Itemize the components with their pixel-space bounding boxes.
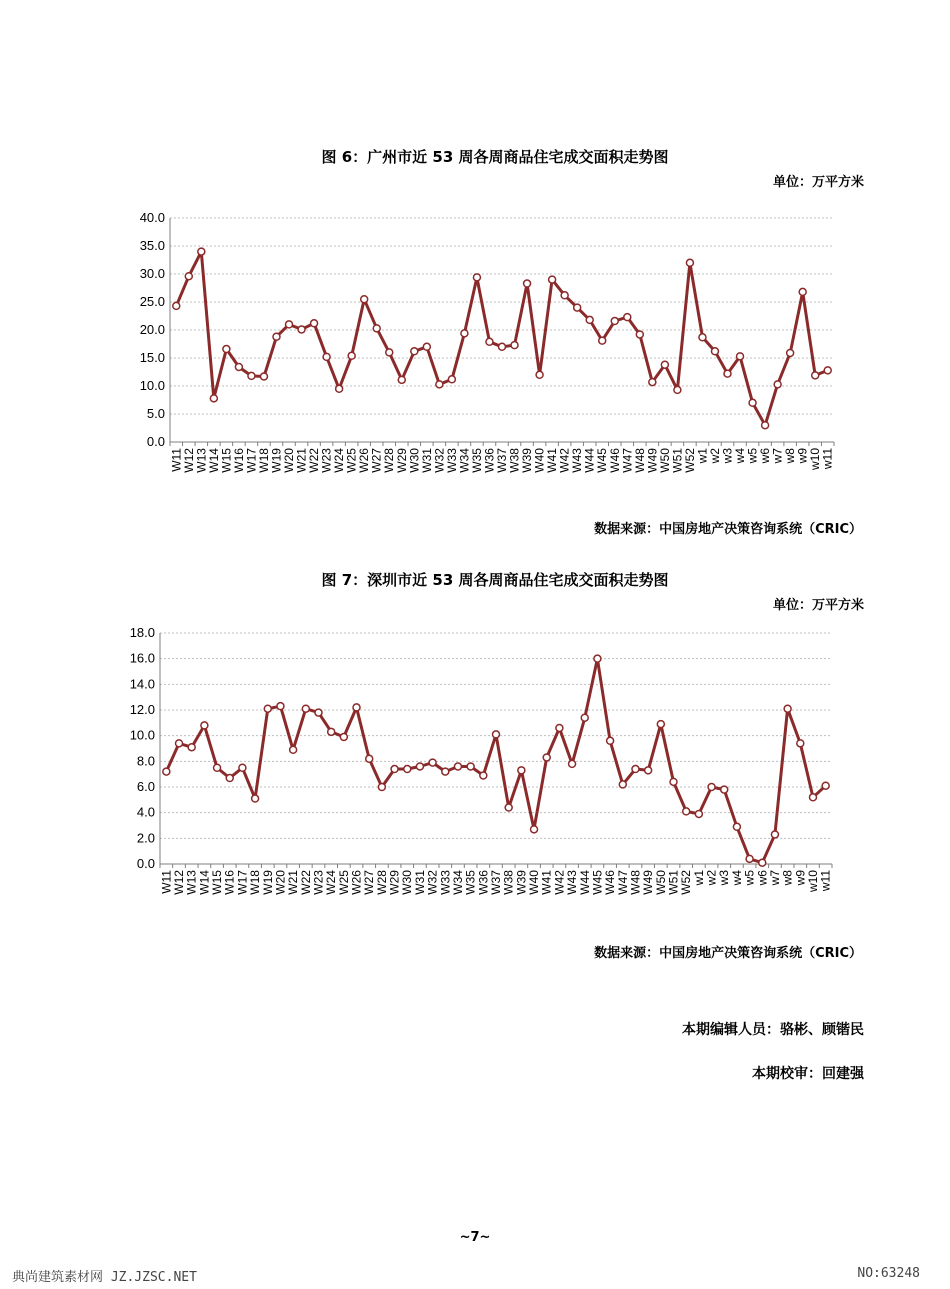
x-tick-label: W48 bbox=[632, 448, 647, 473]
y-tick-label: 16.0 bbox=[129, 650, 155, 666]
data-point bbox=[812, 372, 819, 379]
x-tick-label: w3 bbox=[717, 870, 732, 886]
data-point bbox=[695, 810, 702, 817]
x-tick-label: W43 bbox=[570, 448, 585, 473]
x-tick-label: w11 bbox=[820, 448, 835, 470]
data-point bbox=[787, 349, 794, 356]
x-tick-label: W43 bbox=[565, 870, 580, 895]
data-point bbox=[674, 386, 681, 393]
x-tick-label: W37 bbox=[489, 870, 503, 895]
y-tick-label: 15.0 bbox=[139, 350, 165, 365]
data-point bbox=[536, 371, 543, 378]
data-point bbox=[683, 808, 690, 815]
data-point bbox=[657, 721, 664, 728]
x-tick-label: w5 bbox=[745, 448, 760, 464]
y-tick-label: 40.0 bbox=[139, 210, 165, 225]
y-tick-label: 10.0 bbox=[129, 727, 155, 743]
data-point bbox=[226, 775, 233, 782]
data-point bbox=[467, 763, 474, 770]
data-point bbox=[699, 334, 706, 341]
chart-7-source: 数据来源：中国房地产决策咨询系统（CRIC） bbox=[594, 946, 862, 961]
x-tick-label: W50 bbox=[653, 870, 668, 895]
data-point bbox=[524, 280, 531, 287]
x-tick-label: W33 bbox=[438, 870, 453, 895]
data-point bbox=[799, 288, 806, 295]
data-point bbox=[185, 273, 192, 280]
x-tick-label: W44 bbox=[582, 448, 597, 473]
data-point bbox=[173, 302, 180, 309]
data-point bbox=[423, 343, 430, 350]
x-tick-label: W52 bbox=[679, 870, 694, 895]
x-tick-label: W38 bbox=[501, 870, 516, 895]
data-point bbox=[531, 826, 538, 833]
x-tick-label: W42 bbox=[552, 870, 567, 895]
y-tick-label: 6.0 bbox=[136, 779, 155, 794]
x-tick-label: W22 bbox=[307, 448, 322, 473]
x-tick-label: W22 bbox=[298, 870, 313, 895]
data-point bbox=[645, 767, 652, 774]
series-line bbox=[166, 659, 825, 863]
data-point bbox=[264, 705, 271, 712]
x-tick-label: W41 bbox=[545, 448, 560, 473]
data-point bbox=[708, 784, 715, 791]
x-tick-label: W14 bbox=[197, 870, 212, 895]
x-tick-label: W49 bbox=[645, 448, 660, 473]
x-tick-label: W51 bbox=[666, 870, 681, 895]
data-point bbox=[378, 784, 385, 791]
data-point bbox=[599, 337, 606, 344]
data-point bbox=[824, 367, 831, 374]
x-tick-label: W11 bbox=[169, 448, 184, 472]
data-point bbox=[311, 320, 318, 327]
x-tick-label: W39 bbox=[520, 448, 535, 473]
x-tick-label: W13 bbox=[184, 870, 199, 895]
x-tick-label: W24 bbox=[324, 870, 339, 895]
x-tick-label: W12 bbox=[172, 870, 187, 895]
data-point bbox=[724, 370, 731, 377]
data-point bbox=[386, 349, 393, 356]
x-tick-label: W16 bbox=[231, 448, 246, 473]
data-point bbox=[486, 338, 493, 345]
data-point bbox=[505, 804, 512, 811]
data-point bbox=[336, 385, 343, 392]
data-point bbox=[480, 772, 487, 779]
x-tick-label: W51 bbox=[670, 448, 685, 473]
x-tick-label: W44 bbox=[577, 870, 592, 895]
x-tick-label: W15 bbox=[219, 448, 234, 473]
data-point bbox=[607, 737, 614, 744]
x-tick-label: W25 bbox=[344, 448, 359, 473]
data-point bbox=[176, 740, 183, 747]
y-tick-label: 35.0 bbox=[139, 238, 165, 253]
x-tick-label: w6 bbox=[755, 870, 770, 886]
data-point bbox=[163, 768, 170, 775]
x-tick-label: W29 bbox=[394, 448, 409, 473]
x-tick-label: W27 bbox=[369, 448, 384, 473]
data-point bbox=[649, 379, 656, 386]
x-tick-label: w6 bbox=[758, 448, 773, 464]
data-point bbox=[373, 325, 380, 332]
x-tick-label: W21 bbox=[294, 448, 309, 473]
data-point bbox=[235, 363, 242, 370]
x-tick-label: W13 bbox=[194, 448, 209, 473]
data-point bbox=[188, 744, 195, 751]
y-tick-label: 20.0 bbox=[139, 322, 165, 337]
data-point bbox=[273, 333, 280, 340]
x-tick-label: W23 bbox=[311, 870, 326, 895]
x-tick-label: W15 bbox=[210, 870, 225, 895]
x-tick-label: W39 bbox=[514, 870, 529, 895]
data-point bbox=[586, 316, 593, 323]
data-point bbox=[784, 705, 791, 712]
x-tick-label: W34 bbox=[450, 870, 465, 895]
data-point bbox=[461, 330, 468, 337]
data-point bbox=[315, 709, 322, 716]
data-point bbox=[252, 795, 259, 802]
x-tick-label: W27 bbox=[362, 870, 377, 895]
data-point bbox=[549, 276, 556, 283]
y-tick-label: 0.0 bbox=[146, 434, 165, 449]
x-tick-label: w7 bbox=[770, 448, 785, 464]
page-number: ~7~ bbox=[459, 1230, 491, 1245]
chart-6-unit: 单位：万平方米 bbox=[772, 175, 864, 190]
y-tick-label: 0.0 bbox=[136, 856, 155, 871]
x-tick-label: W35 bbox=[469, 448, 484, 473]
data-point bbox=[581, 714, 588, 721]
x-tick-label: W45 bbox=[595, 448, 610, 473]
x-tick-label: W25 bbox=[336, 870, 351, 895]
x-tick-label: w9 bbox=[795, 448, 810, 464]
data-point bbox=[594, 655, 601, 662]
y-tick-label: 25.0 bbox=[139, 294, 165, 309]
x-tick-label: W47 bbox=[620, 448, 635, 473]
x-tick-label: W16 bbox=[222, 870, 237, 895]
data-point bbox=[328, 728, 335, 735]
x-tick-label: W45 bbox=[590, 870, 605, 895]
data-point bbox=[416, 763, 423, 770]
x-tick-label: W28 bbox=[374, 870, 389, 895]
data-point bbox=[809, 794, 816, 801]
x-tick-label: W47 bbox=[615, 870, 630, 895]
data-point bbox=[473, 274, 480, 281]
data-point bbox=[574, 304, 581, 311]
x-tick-label: W34 bbox=[457, 448, 472, 473]
y-tick-label: 2.0 bbox=[136, 830, 155, 846]
x-tick-label: W52 bbox=[682, 448, 697, 473]
data-point bbox=[366, 755, 373, 762]
data-point bbox=[511, 342, 518, 349]
x-tick-label: W11 bbox=[159, 870, 174, 894]
data-point bbox=[670, 778, 677, 785]
data-point bbox=[771, 831, 778, 838]
x-tick-label: w4 bbox=[729, 870, 744, 886]
x-tick-label: W20 bbox=[273, 870, 288, 895]
data-point bbox=[619, 781, 626, 788]
x-tick-label: W36 bbox=[476, 870, 491, 895]
x-tick-label: W41 bbox=[539, 870, 554, 895]
x-tick-label: W32 bbox=[425, 870, 440, 895]
data-point bbox=[248, 372, 255, 379]
data-point bbox=[201, 722, 208, 729]
x-tick-label: W18 bbox=[248, 870, 263, 895]
y-tick-label: 8.0 bbox=[136, 753, 155, 769]
x-tick-label: W23 bbox=[319, 448, 334, 473]
watermark-right: NO:63248 bbox=[857, 1266, 920, 1281]
proofreader-credit: 本期校审：回建强 bbox=[752, 1066, 864, 1082]
x-tick-label: w11 bbox=[818, 870, 833, 892]
x-tick-label: w10 bbox=[808, 448, 823, 471]
chart-6-source: 数据来源：中国房地产决策咨询系统（CRIC） bbox=[594, 522, 862, 537]
data-point bbox=[398, 376, 405, 383]
x-tick-label: W50 bbox=[657, 448, 672, 473]
y-tick-label: 12.0 bbox=[129, 702, 155, 717]
data-point bbox=[733, 823, 740, 830]
x-tick-label: W46 bbox=[607, 448, 622, 473]
x-tick-label: w2 bbox=[707, 448, 722, 464]
data-point bbox=[518, 767, 525, 774]
x-tick-label: W40 bbox=[532, 448, 547, 473]
data-point bbox=[361, 296, 368, 303]
data-point bbox=[611, 318, 618, 325]
data-point bbox=[686, 259, 693, 266]
data-point bbox=[404, 766, 411, 773]
x-tick-label: W32 bbox=[432, 448, 447, 473]
data-point bbox=[411, 348, 418, 355]
x-tick-label: W36 bbox=[482, 448, 497, 473]
data-point bbox=[797, 740, 804, 747]
data-point bbox=[822, 782, 829, 789]
x-tick-label: W31 bbox=[419, 448, 434, 473]
y-tick-label: 4.0 bbox=[136, 804, 155, 820]
x-tick-label: W35 bbox=[463, 870, 478, 895]
x-tick-label: W18 bbox=[256, 448, 271, 473]
x-tick-label: W14 bbox=[206, 448, 221, 473]
x-tick-label: w2 bbox=[704, 870, 719, 886]
data-point bbox=[214, 764, 221, 771]
x-tick-label: W24 bbox=[332, 448, 347, 473]
x-tick-label: W40 bbox=[527, 870, 542, 895]
data-point bbox=[746, 855, 753, 862]
data-point bbox=[499, 343, 506, 350]
data-point bbox=[561, 292, 568, 299]
x-tick-label: W12 bbox=[181, 448, 196, 473]
data-point bbox=[260, 373, 267, 380]
chart-6-plot bbox=[110, 205, 850, 505]
data-point bbox=[636, 331, 643, 338]
x-tick-label: w1 bbox=[691, 870, 706, 886]
data-point bbox=[543, 754, 550, 761]
y-tick-label: 30.0 bbox=[139, 266, 165, 281]
x-tick-label: w4 bbox=[733, 448, 748, 464]
data-point bbox=[759, 859, 766, 866]
data-point bbox=[198, 248, 205, 255]
x-tick-label: W31 bbox=[412, 870, 427, 895]
x-tick-label: W42 bbox=[557, 448, 572, 473]
data-point bbox=[323, 353, 330, 360]
data-point bbox=[429, 759, 436, 766]
data-point bbox=[353, 704, 360, 711]
data-point bbox=[348, 352, 355, 359]
x-tick-label: W19 bbox=[260, 870, 275, 895]
y-tick-label: 5.0 bbox=[146, 406, 165, 421]
x-tick-label: W21 bbox=[286, 870, 301, 895]
x-tick-label: W17 bbox=[235, 870, 250, 895]
data-point bbox=[442, 768, 449, 775]
data-point bbox=[556, 724, 563, 731]
data-point bbox=[298, 326, 305, 333]
chart-6-title: 图 6：广州市近 53 周各周商品住宅成交面积走势图 bbox=[321, 148, 669, 166]
chart-7-plot bbox=[110, 620, 850, 920]
chart-7-title: 图 7：深圳市近 53 周各周商品住宅成交面积走势图 bbox=[321, 571, 669, 589]
x-tick-label: W28 bbox=[382, 448, 397, 473]
x-tick-label: w10 bbox=[805, 870, 820, 893]
x-tick-label: w1 bbox=[695, 448, 710, 464]
data-point bbox=[210, 395, 217, 402]
x-tick-label: w8 bbox=[780, 870, 795, 886]
data-point bbox=[223, 346, 230, 353]
x-tick-label: W19 bbox=[269, 448, 284, 473]
x-tick-label: w9 bbox=[793, 870, 808, 886]
data-point bbox=[721, 786, 728, 793]
data-point bbox=[762, 422, 769, 429]
data-point bbox=[286, 321, 293, 328]
x-tick-label: W30 bbox=[400, 870, 415, 895]
x-tick-label: W29 bbox=[387, 870, 402, 895]
watermark-left: 典尚建筑素材网 JZ.JZSC.NET bbox=[12, 1270, 197, 1285]
data-point bbox=[391, 766, 398, 773]
data-point bbox=[749, 399, 756, 406]
x-tick-label: W30 bbox=[407, 448, 422, 473]
editors-credit: 本期编辑人员：骆彬、顾锴民 bbox=[682, 1022, 864, 1038]
x-tick-label: w7 bbox=[767, 870, 782, 886]
x-tick-label: W26 bbox=[357, 448, 372, 473]
x-tick-label: W20 bbox=[282, 448, 297, 473]
data-point bbox=[290, 746, 297, 753]
x-tick-label: W33 bbox=[444, 448, 459, 473]
data-point bbox=[448, 376, 455, 383]
y-tick-label: 10.0 bbox=[139, 378, 165, 393]
x-tick-label: W26 bbox=[349, 870, 364, 895]
data-point bbox=[436, 381, 443, 388]
data-point bbox=[277, 703, 284, 710]
x-tick-label: w5 bbox=[742, 870, 757, 886]
data-point bbox=[661, 361, 668, 368]
x-tick-label: W37 bbox=[495, 448, 509, 473]
data-point bbox=[624, 314, 631, 321]
chart-7-unit: 单位：万平方米 bbox=[772, 598, 864, 613]
data-point bbox=[737, 353, 744, 360]
data-point bbox=[239, 764, 246, 771]
data-point bbox=[569, 760, 576, 767]
x-tick-label: W49 bbox=[641, 870, 656, 895]
data-point bbox=[774, 381, 781, 388]
data-point bbox=[340, 733, 347, 740]
x-tick-label: w3 bbox=[720, 448, 735, 464]
data-point bbox=[454, 763, 461, 770]
data-point bbox=[493, 731, 500, 738]
x-tick-label: w8 bbox=[783, 448, 798, 464]
x-tick-label: W48 bbox=[628, 870, 643, 895]
x-tick-label: W38 bbox=[507, 448, 522, 473]
y-tick-label: 14.0 bbox=[129, 676, 155, 692]
data-point bbox=[632, 766, 639, 773]
x-tick-label: W17 bbox=[244, 448, 259, 473]
y-tick-label: 18.0 bbox=[129, 625, 155, 640]
data-point bbox=[711, 348, 718, 355]
data-point bbox=[302, 705, 309, 712]
x-tick-label: W46 bbox=[603, 870, 618, 895]
